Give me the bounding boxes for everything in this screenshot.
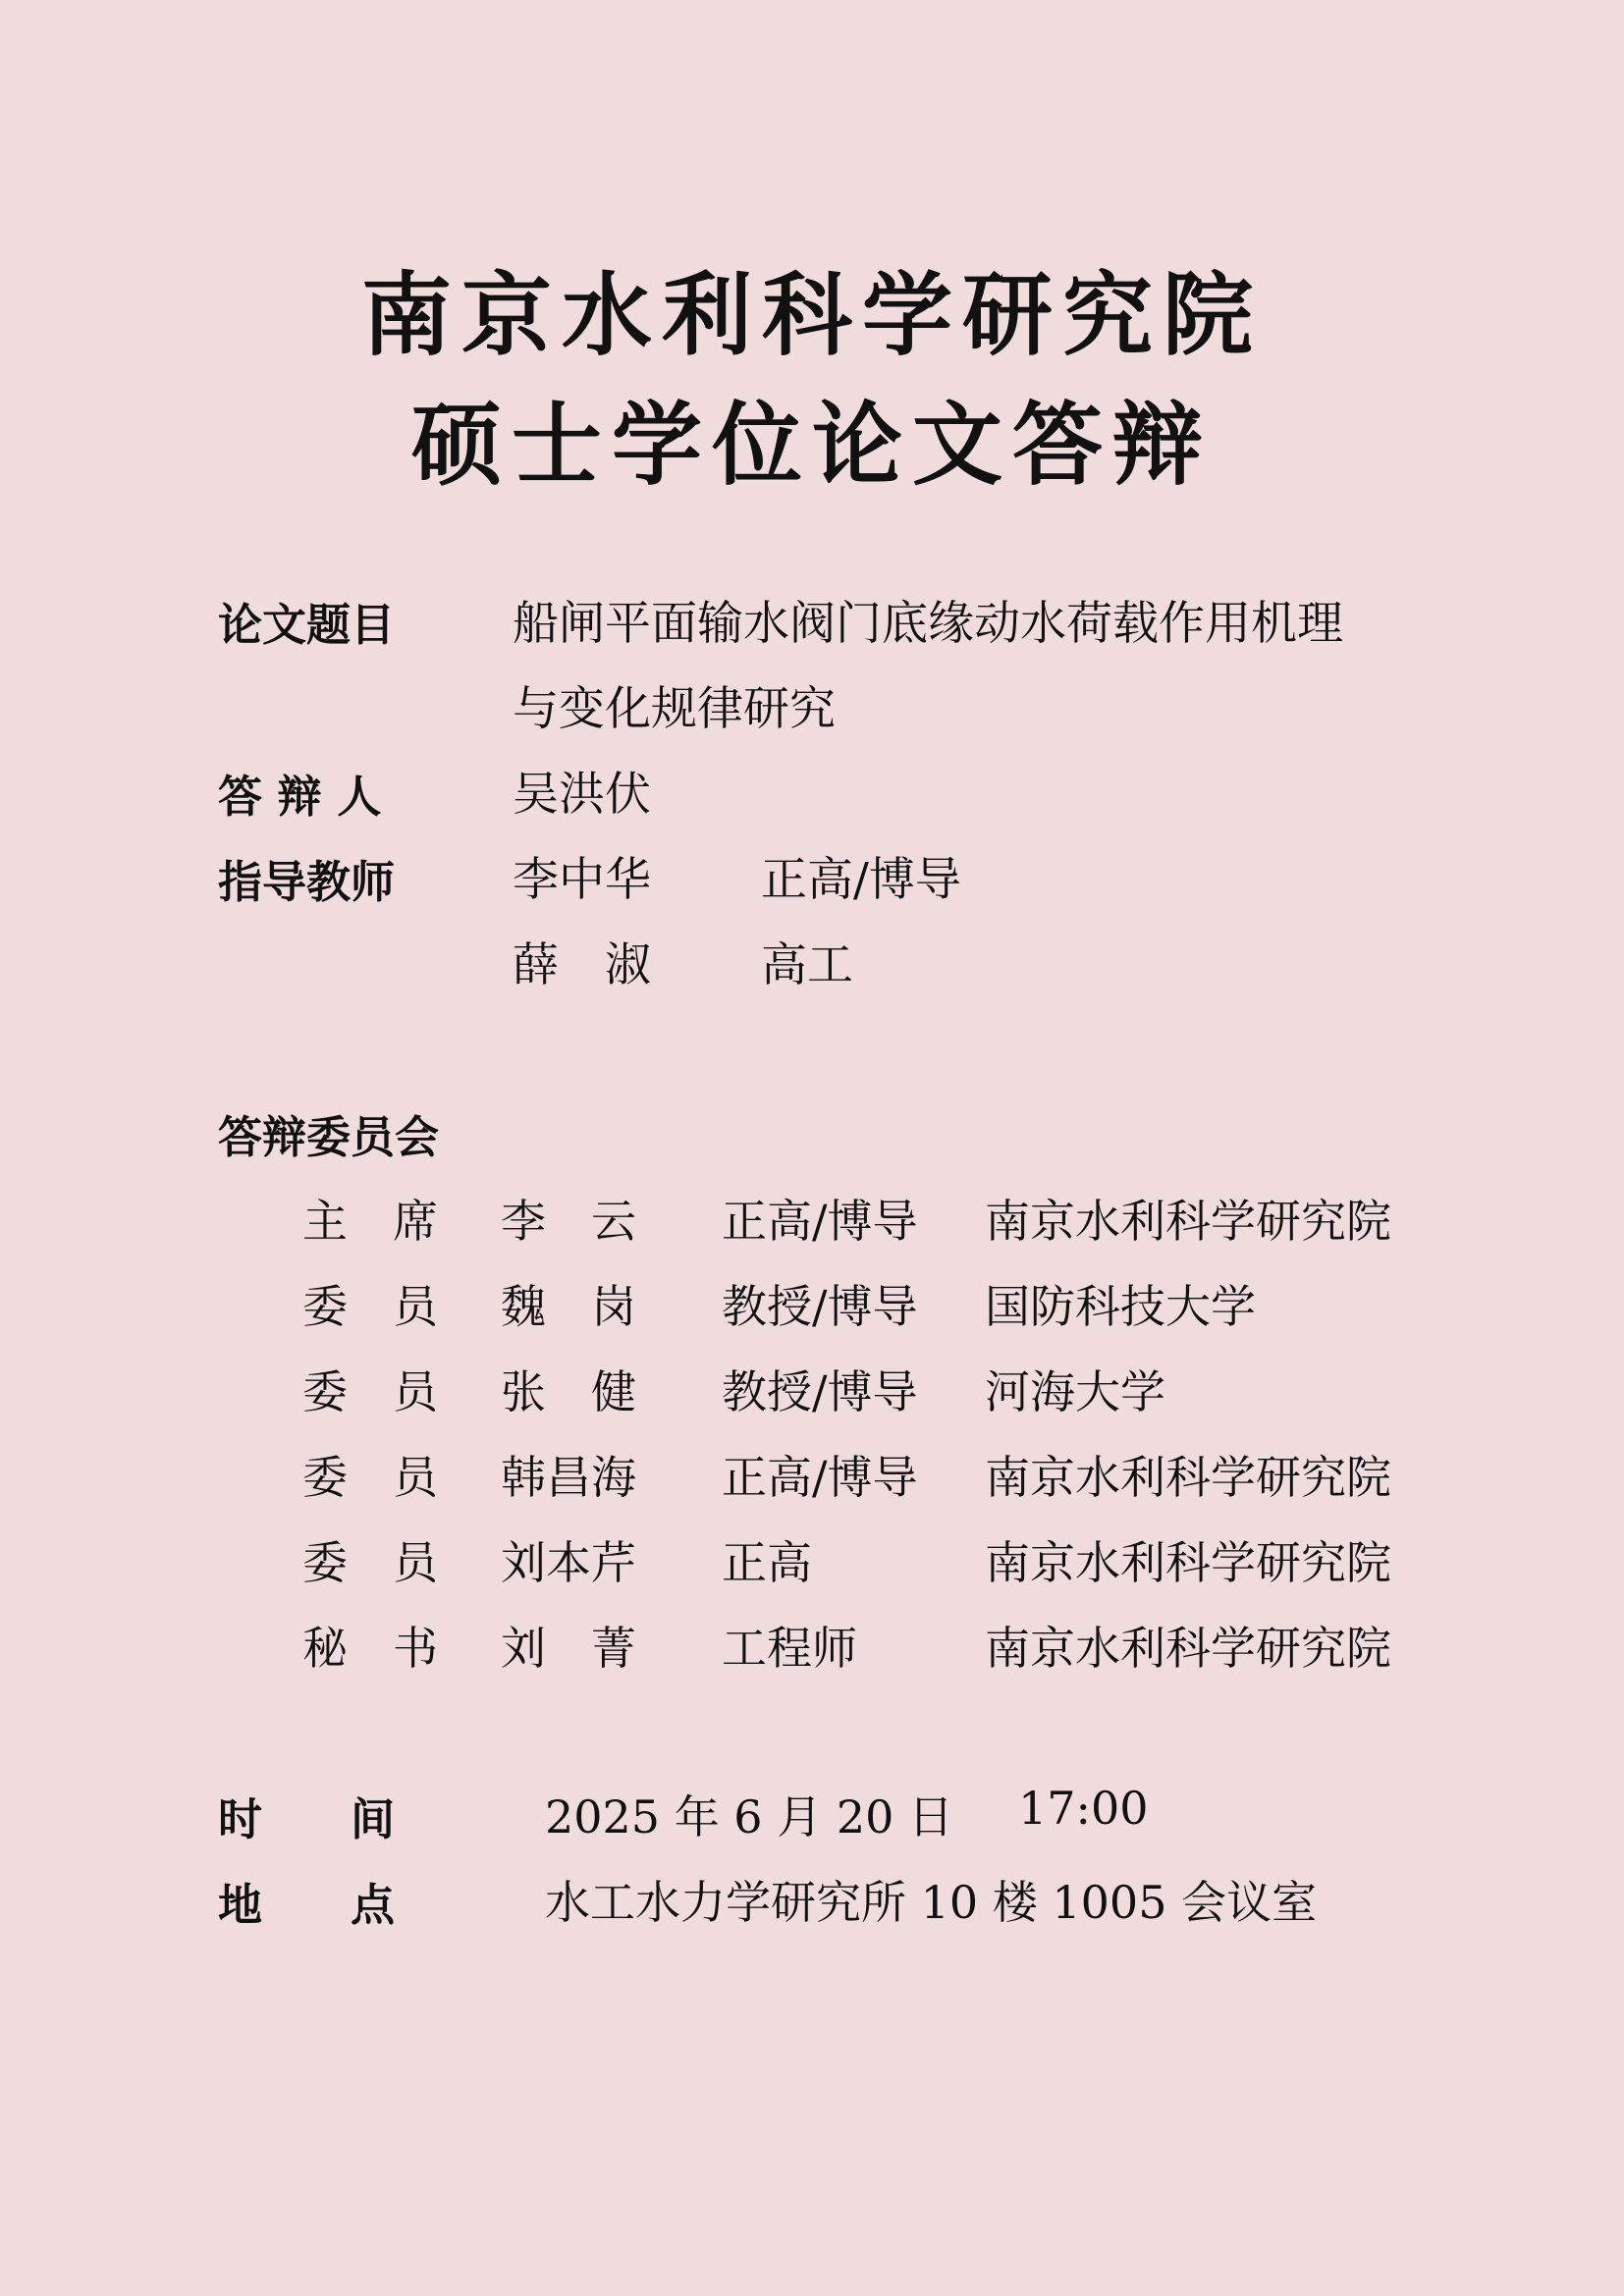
committee-role: 委 员 (302, 1280, 438, 1333)
committee-institution: 南京水利科学研究院 (985, 1451, 1391, 1504)
committee-role: 秘 书 (302, 1622, 438, 1675)
committee-title: 教授/博导 (722, 1365, 918, 1418)
committee-name: 韩昌海 (501, 1451, 636, 1504)
committee-role: 委 员 (302, 1365, 438, 1418)
committee-title: 正高 (722, 1536, 812, 1589)
committee-name: 李 云 (501, 1195, 636, 1248)
advisor-title: 正高/博导 (761, 853, 961, 907)
committee-title: 正高/博导 (722, 1451, 918, 1504)
thesis-label: 论文题目 (218, 599, 396, 651)
committee-role: 委 员 (302, 1536, 438, 1589)
advisor-label: 指导教师 (218, 856, 396, 908)
committee-title: 教授/博导 (722, 1280, 918, 1333)
defense-place: 水工水力学研究所 10 楼 1005 会议室 (545, 1876, 1318, 1929)
defense-date: 2025 年 6 月 20 日 (545, 1790, 953, 1843)
place-label: 地 点 (218, 1879, 396, 1931)
time-label: 时 间 (218, 1793, 396, 1845)
committee-title: 正高/博导 (722, 1195, 918, 1248)
defender-name: 吴洪伏 (513, 768, 651, 822)
committee-name: 魏 岗 (501, 1280, 636, 1333)
committee-name: 刘 菁 (501, 1622, 636, 1675)
thesis-title-line2: 与变化规律研究 (513, 682, 836, 736)
page-title-institute: 南京水利科学研究院 (360, 262, 1263, 368)
committee-name: 刘本芹 (501, 1536, 636, 1589)
committee-name: 张 健 (501, 1365, 636, 1418)
committee-role: 主 席 (302, 1195, 438, 1248)
committee-institution: 南京水利科学研究院 (985, 1195, 1391, 1248)
committee-institution: 国防科技大学 (985, 1280, 1256, 1333)
committee-label: 答辩委员会 (218, 1111, 440, 1163)
committee-institution: 河海大学 (985, 1365, 1165, 1418)
thesis-title-line1: 船闸平面输水阀门底缘动水荷载作用机理 (513, 597, 1343, 651)
advisor-name: 薛 淑 (513, 938, 651, 992)
page-title-defense: 硕士学位论文答辩 (410, 392, 1213, 498)
committee-institution: 南京水利科学研究院 (985, 1536, 1391, 1589)
advisor-name: 李中华 (513, 853, 651, 907)
defender-label: 答 辩 人 (218, 771, 382, 823)
committee-title: 工程师 (722, 1622, 857, 1675)
committee-role: 委 员 (302, 1451, 438, 1504)
advisor-title: 高工 (761, 938, 853, 992)
committee-institution: 南京水利科学研究院 (985, 1622, 1391, 1675)
defense-time: 17:00 (1018, 1782, 1149, 1835)
